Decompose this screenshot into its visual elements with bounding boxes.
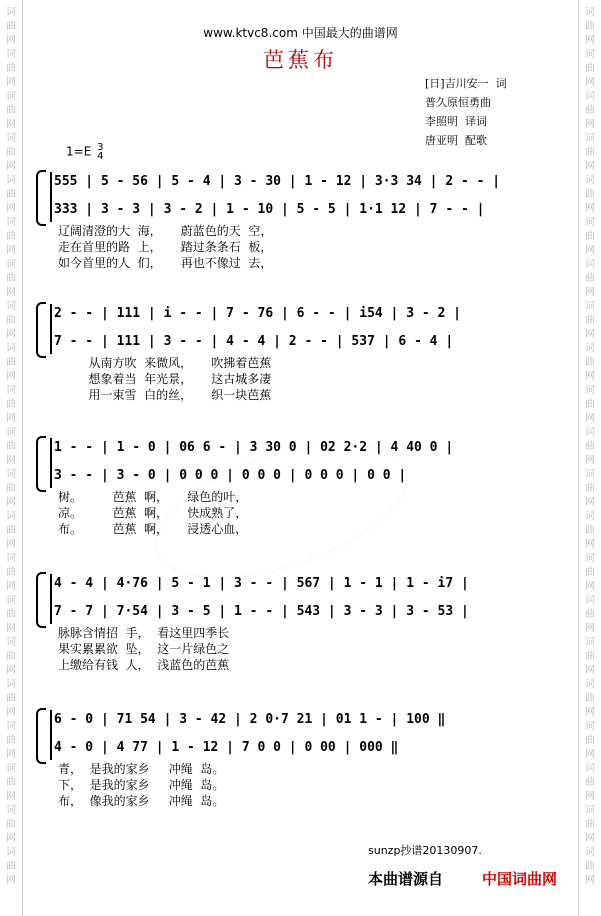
watermark-char: 网 (585, 539, 595, 550)
upper-voice: 6 - 0 | 71 54 | 3 - 42 | 2 0·7 21 | 01 1 - | 100 ‖ (54, 712, 446, 727)
system-brace (36, 302, 46, 358)
watermark-char: 网 (585, 707, 595, 718)
upper-voice: 555 | 5 - 56 | 5 - 4 | 3 - 30 | 1 - 12 | 3·3 34 | 2 - - | (54, 174, 501, 189)
watermark-char: 网 (585, 665, 595, 676)
watermark-char: 曲 (585, 567, 595, 578)
watermark-char: 曲 (585, 231, 595, 242)
watermark-char: 词 (585, 805, 595, 816)
watermark-char: 曲 (6, 21, 16, 32)
watermark-char: 网 (6, 665, 16, 676)
watermark-char: 曲 (6, 315, 16, 326)
watermark-char: 网 (6, 119, 16, 130)
watermark-char: 网 (585, 77, 595, 88)
watermark-char: 词 (585, 133, 595, 144)
watermark-char: 曲 (6, 735, 16, 746)
lower-voice: 7 - 7 | 7·54 | 3 - 5 | 1 - - | 543 | 3 - 3 | 3 - 53 | (54, 604, 469, 619)
transcriber-signature: sunzp抄谱20130907. (368, 844, 482, 857)
watermark-char: 网 (6, 749, 16, 760)
lyric-verse-1: 青， 是我的家乡 冲绳 岛。 (58, 762, 225, 776)
watermark-char: 网 (585, 749, 595, 760)
watermark-char: 网 (6, 35, 16, 46)
watermark-char: 网 (6, 287, 16, 298)
key-prefix: 1=E (66, 144, 92, 159)
watermark-char: 曲 (585, 609, 595, 620)
system-brace (36, 436, 46, 492)
watermark-char: 词 (585, 679, 595, 690)
watermark-char: 网 (585, 35, 595, 46)
watermark-char: 曲 (6, 189, 16, 200)
lyric-verse-3: 上缴给有钱 人， 浅蓝色的芭蕉 (58, 658, 230, 672)
lyric-verse-2: 想象着当 年光景， 这古城多凄 (58, 372, 272, 386)
system-barline (50, 574, 52, 624)
time-numerator: 3 (97, 142, 104, 153)
watermark-char: 网 (6, 539, 16, 550)
lyric-verse-2: 果实累累欲 坠， 这一片绿色之 (58, 642, 230, 656)
system-brace (36, 572, 46, 628)
watermark-char: 曲 (585, 273, 595, 284)
watermark-char: 词 (6, 511, 16, 522)
song-title: 芭蕉布 (263, 48, 338, 72)
watermark-char: 网 (6, 245, 16, 256)
watermark-char: 词 (6, 469, 16, 480)
watermark-char: 词 (585, 175, 595, 186)
watermark-char: 词 (6, 133, 16, 144)
watermark-char: 词 (6, 343, 16, 354)
watermark-char: 曲 (585, 189, 595, 200)
watermark-char: 词 (585, 469, 595, 480)
watermark-char: 网 (585, 371, 595, 382)
lyric-verse-3: 布。 芭蕉 啊， 浸透心血， (58, 522, 248, 536)
watermark-char: 曲 (585, 735, 595, 746)
watermark-char: 网 (6, 77, 16, 88)
footer-brand-link[interactable]: 中国词曲网 (482, 870, 558, 888)
watermark-char: 网 (585, 329, 595, 340)
lyric-verse-3: 布， 像我的家乡 冲绳 岛。 (58, 794, 225, 808)
lyric-verse-1: 从南方吹 来微风， 吹拂着芭蕉 (58, 356, 272, 370)
watermark-char: 曲 (6, 441, 16, 452)
watermark-char: 曲 (585, 777, 595, 788)
watermark-char: 网 (6, 623, 16, 634)
watermark-char: 曲 (6, 483, 16, 494)
system-barline (50, 438, 52, 488)
watermark-char: 曲 (585, 105, 595, 116)
watermark-char: 曲 (6, 609, 16, 620)
watermark-char: 曲 (6, 861, 16, 872)
lyric-verse-2: 走在首里的路 上， 踏过条条石 板， (58, 240, 273, 254)
watermark-char: 网 (6, 707, 16, 718)
system-barline (50, 304, 52, 354)
watermark-char: 曲 (6, 819, 16, 830)
watermark-char: 词 (6, 553, 16, 564)
watermark-char: 词 (6, 385, 16, 396)
watermark-char: 网 (6, 203, 16, 214)
watermark-char: 曲 (585, 399, 595, 410)
watermark-char: 网 (585, 791, 595, 802)
watermark-char: 网 (6, 791, 16, 802)
watermark-char: 词 (585, 259, 595, 270)
left-watermark-strip (0, 0, 23, 916)
watermark-char: 词 (6, 847, 16, 858)
watermark-char: 网 (585, 497, 595, 508)
watermark-char: 曲 (585, 819, 595, 830)
watermark-char: 词 (6, 805, 16, 816)
footer-source-text: 本曲谱源自 (368, 870, 444, 888)
watermark-char: 网 (585, 455, 595, 466)
watermark-char: 曲 (6, 693, 16, 704)
watermark-char: 曲 (585, 63, 595, 74)
system-brace (36, 708, 46, 764)
watermark-char: 曲 (6, 63, 16, 74)
system-barline (50, 172, 52, 222)
watermark-char: 词 (6, 427, 16, 438)
watermark-char: 词 (585, 553, 595, 564)
watermark-char: 词 (6, 637, 16, 648)
watermark-char: 曲 (585, 693, 595, 704)
watermark-char: 词 (6, 595, 16, 606)
watermark-char: 词 (585, 385, 595, 396)
watermark-char: 网 (585, 203, 595, 214)
watermark-char: 网 (585, 875, 595, 886)
watermark-char: 词 (585, 847, 595, 858)
watermark-column (4, 6, 18, 888)
watermark-char: 词 (585, 721, 595, 732)
watermark-char: 词 (6, 49, 16, 60)
watermark-char: 词 (585, 217, 595, 228)
watermark-char: 词 (6, 217, 16, 228)
watermark-char: 词 (585, 91, 595, 102)
lyric-verse-1: 脉脉含情招 手， 看这里四季长 (58, 626, 230, 640)
watermark-char: 词 (585, 511, 595, 522)
key-signature (66, 143, 103, 161)
credit-lyricist: [日]吉川安一 词 (425, 77, 507, 90)
watermark-char: 词 (6, 7, 16, 18)
time-signature (97, 143, 103, 161)
lower-voice: 333 | 3 - 3 | 3 - 2 | 1 - 10 | 5 - 5 | 1·1 12 | 7 - - | (54, 202, 485, 217)
watermark-char: 曲 (6, 399, 16, 410)
watermark-char: 曲 (585, 21, 595, 32)
lyric-verse-1: 树。 芭蕉 啊， 绿色的叶， (58, 490, 248, 504)
lyric-verse-2: 凉。 芭蕉 啊， 快成熟了， (58, 506, 248, 520)
watermark-char: 词 (585, 7, 595, 18)
watermark-char: 网 (585, 245, 595, 256)
watermark-char: 词 (6, 301, 16, 312)
system-brace (36, 170, 46, 226)
watermark-char: 网 (6, 875, 16, 886)
lyric-verse-3: 用一束雪 白的丝， 织一块芭蕉 (58, 388, 272, 402)
watermark-char: 曲 (6, 231, 16, 242)
watermark-char: 词 (6, 721, 16, 732)
right-watermark-strip (578, 0, 601, 916)
watermark-char: 词 (6, 679, 16, 690)
watermark-char: 曲 (6, 273, 16, 284)
watermark-char: 网 (6, 581, 16, 592)
watermark-char: 网 (6, 329, 16, 340)
credits (425, 74, 507, 150)
watermark-char: 词 (585, 49, 595, 60)
watermark-char: 词 (585, 595, 595, 606)
watermark-char: 曲 (585, 651, 595, 662)
watermark-char: 曲 (6, 105, 16, 116)
watermark-char: 网 (6, 497, 16, 508)
watermark-char: 曲 (6, 357, 16, 368)
credit-translator: 李照明 译词 (425, 115, 487, 128)
watermark-char: 网 (6, 455, 16, 466)
watermark-char: 曲 (6, 525, 16, 536)
watermark-char: 曲 (6, 147, 16, 158)
watermark-char: 词 (6, 763, 16, 774)
upper-voice: 1 - - | 1 - 0 | 06 6 - | 3 30 0 | 02 2·2 | 4 40 0 | (54, 440, 454, 455)
time-denominator: 4 (97, 151, 104, 162)
lyric-verse-1: 辽阔清澄的大 海， 蔚蓝色的天 空， (58, 224, 273, 238)
watermark-char: 词 (585, 427, 595, 438)
upper-voice: 2 - - | 111 | i - - | 7 - 76 | 6 - - | i54 | 3 - 2 | (54, 306, 461, 321)
watermark-char: 网 (6, 413, 16, 424)
watermark-char: 曲 (585, 315, 595, 326)
watermark-char: 曲 (6, 777, 16, 788)
watermark-char: 网 (585, 623, 595, 634)
upper-voice: 4 - 4 | 4·76 | 5 - 1 | 3 - - | 567 | 1 - 1 | 1 - i7 | (54, 576, 469, 591)
watermark-char: 曲 (585, 525, 595, 536)
watermark-char: 曲 (6, 567, 16, 578)
lyric-verse-2: 下， 是我的家乡 冲绳 岛。 (58, 778, 225, 792)
watermark-char: 曲 (585, 861, 595, 872)
watermark-char: 曲 (585, 441, 595, 452)
watermark-char: 网 (585, 161, 595, 172)
lyric-verse-3: 如今首里的人 们， 再也不像过 去， (58, 256, 273, 270)
watermark-char: 曲 (585, 357, 595, 368)
watermark-char: 词 (585, 343, 595, 354)
watermark-char: 网 (585, 119, 595, 130)
watermark-char: 网 (585, 833, 595, 844)
system-barline (50, 710, 52, 760)
watermark-char: 网 (6, 833, 16, 844)
watermark-char: 词 (6, 91, 16, 102)
watermark-char: 词 (585, 301, 595, 312)
lower-voice: 7 - - | 111 | 3 - - | 4 - 4 | 2 - - | 537 | 6 - 4 | (54, 334, 454, 349)
watermark-char: 词 (585, 763, 595, 774)
watermark-char: 词 (585, 637, 595, 648)
watermark-char: 曲 (585, 147, 595, 158)
watermark-char: 网 (585, 413, 595, 424)
lower-voice: 3 - - | 3 - 0 | 0 0 0 | 0 0 0 | 0 0 0 | 0 0 | (54, 468, 407, 483)
watermark-char: 词 (6, 175, 16, 186)
lower-voice: 4 - 0 | 4 77 | 1 - 12 | 7 0 0 | 0 00 | 000 ‖ (54, 740, 399, 755)
credit-arranger: 唐亚明 配歌 (425, 134, 487, 147)
site-url[interactable]: www.ktvc8.com 中国最大的曲谱网 (203, 26, 398, 40)
watermark-char: 网 (585, 287, 595, 298)
watermark-column (583, 6, 597, 888)
watermark-char: 词 (6, 259, 16, 270)
watermark-char: 曲 (585, 483, 595, 494)
credit-composer: 普久原恒勇曲 (425, 96, 491, 109)
watermark-char: 网 (585, 581, 595, 592)
watermark-char: 网 (6, 161, 16, 172)
watermark-char: 曲 (6, 651, 16, 662)
watermark-char: 网 (6, 371, 16, 382)
